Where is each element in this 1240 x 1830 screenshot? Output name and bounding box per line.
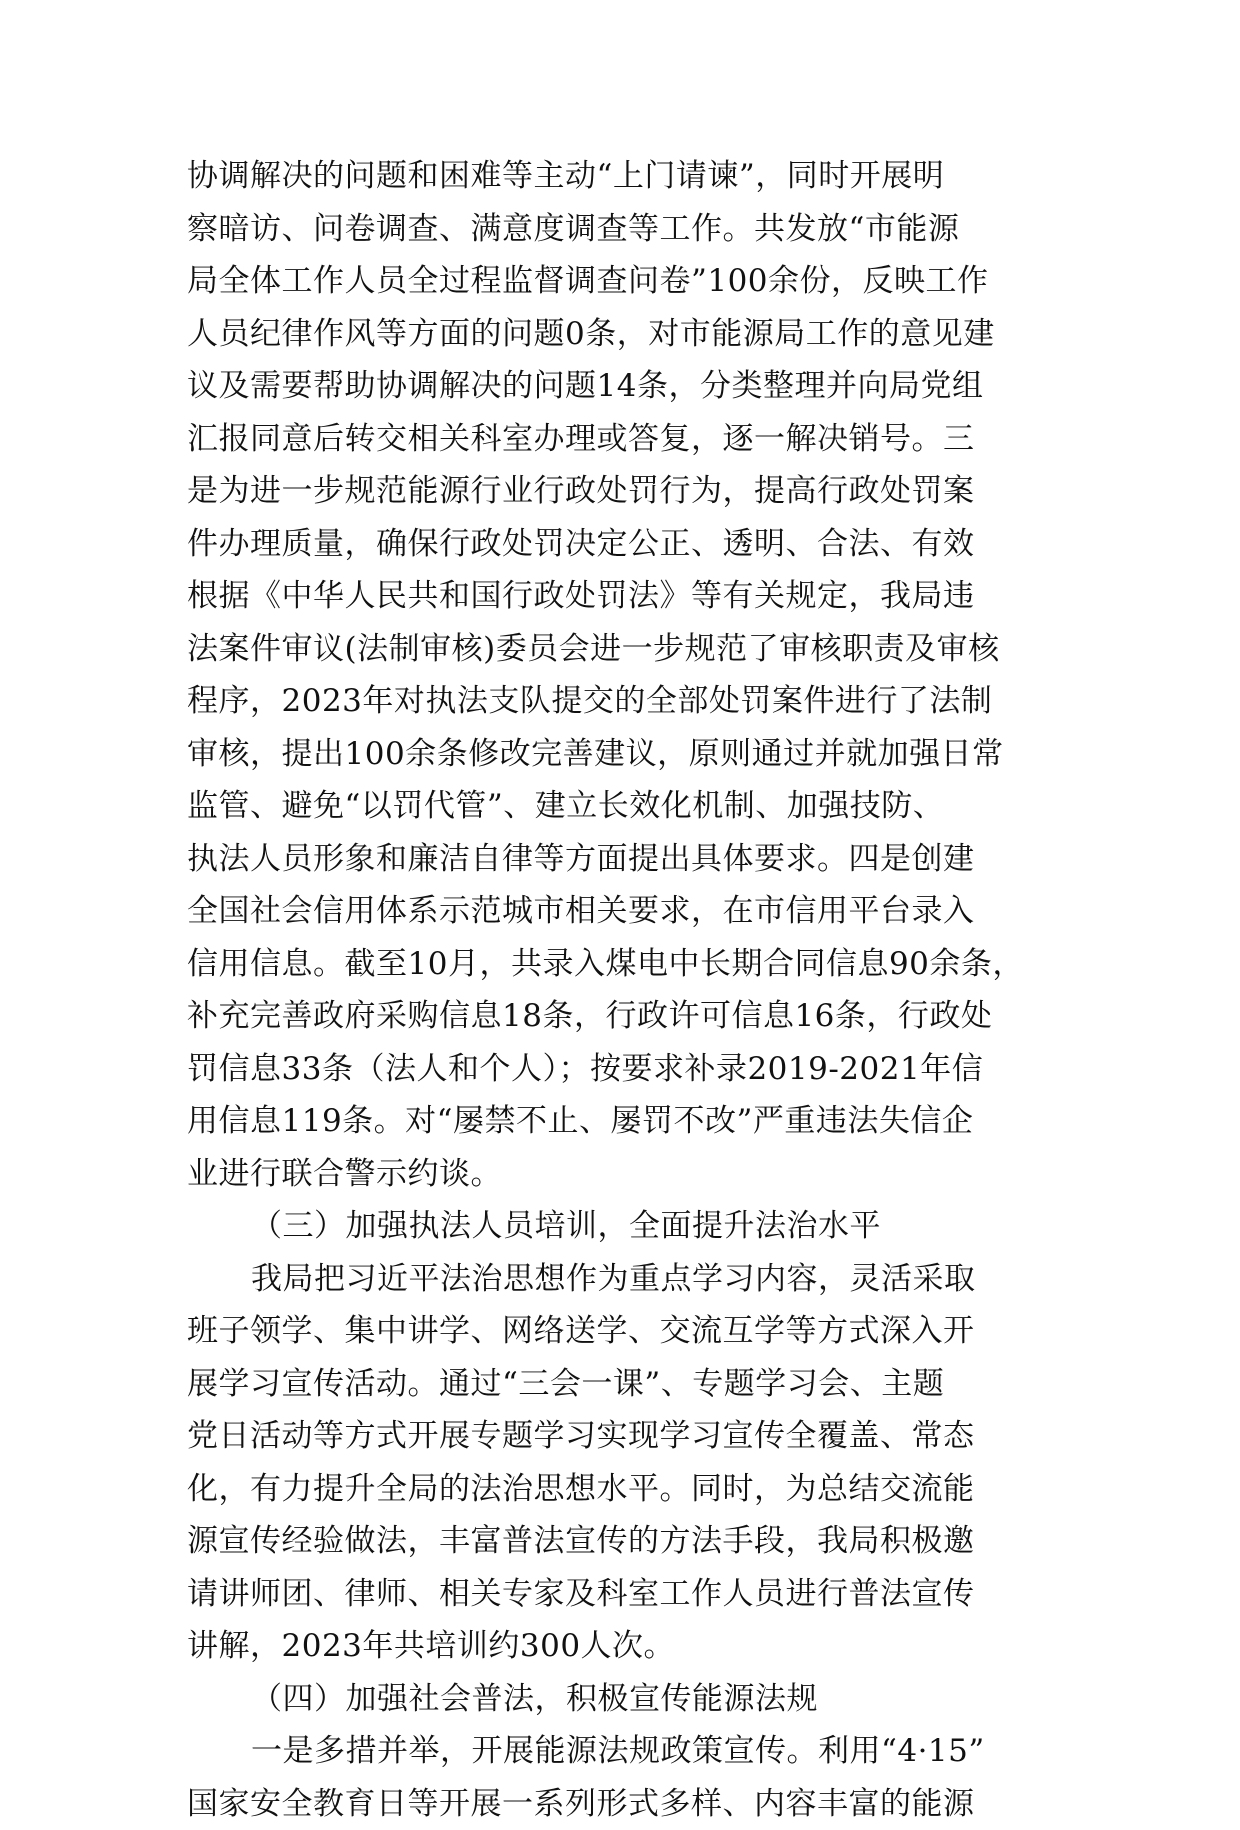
section-heading: （三）加强执法人员培训，全面提升法治水平 bbox=[187, 1200, 1067, 1253]
paragraph-line: 件办理质量，确保行政处罚决定公正、透明、合法、有效 bbox=[187, 518, 1067, 571]
paragraph-line: 请讲师团、律师、相关专家及科室工作人员进行普法宣传 bbox=[187, 1568, 1067, 1621]
paragraph-line: 监管、避免“以罚代管”、建立长效化机制、加强技防、 bbox=[187, 780, 1067, 833]
body-text bbox=[187, 150, 1067, 1830]
paragraph-line: 程序，2023年对执法支队提交的全部处罚案件进行了法制 bbox=[187, 675, 1067, 728]
paragraph-line: 源宣传经验做法，丰富普法宣传的方法手段，我局积极邀 bbox=[187, 1515, 1067, 1568]
paragraph-line: 是为进一步规范能源行业行政处罚行为，提高行政处罚案 bbox=[187, 465, 1067, 518]
paragraph-line: 班子领学、集中讲学、网络送学、交流互学等方式深入开 bbox=[187, 1305, 1067, 1358]
paragraph-line: 国家安全教育日等开展一系列形式多样、内容丰富的能源 bbox=[187, 1778, 1067, 1830]
paragraph-line: 党日活动等方式开展专题学习实现学习宣传全覆盖、常态 bbox=[187, 1410, 1067, 1463]
paragraph-line: 根据《中华人民共和国行政处罚法》等有关规定，我局违 bbox=[187, 570, 1067, 623]
paragraph-line: 信用信息。截至10月，共录入煤电中长期合同信息90余条， bbox=[187, 938, 1067, 991]
paragraph-line: 局全体工作人员全过程监督调查问卷”100余份，反映工作 bbox=[187, 255, 1067, 308]
paragraph-line: 议及需要帮助协调解决的问题14条，分类整理并向局党组 bbox=[187, 360, 1067, 413]
paragraph-line: 用信息119条。对“屡禁不止、屡罚不改”严重违法失信企 bbox=[187, 1095, 1067, 1148]
paragraph-line: 协调解决的问题和困难等主动“上门请谏”，同时开展明 bbox=[187, 150, 1067, 203]
paragraph-line: 讲解，2023年共培训约300人次。 bbox=[187, 1620, 1067, 1673]
section-heading: （四）加强社会普法，积极宣传能源法规 bbox=[187, 1673, 1067, 1726]
paragraph-line: 执法人员形象和廉洁自律等方面提出具体要求。四是创建 bbox=[187, 833, 1067, 886]
paragraph-line: 展学习宣传活动。通过“三会一课”、专题学习会、主题 bbox=[187, 1358, 1067, 1411]
paragraph-line: 一是多措并举，开展能源法规政策宣传。利用“4·15” bbox=[187, 1725, 1067, 1778]
paragraph-line: 罚信息33条（法人和个人）；按要求补录2019-2021年信 bbox=[187, 1043, 1067, 1096]
paragraph-line: 补充完善政府采购信息18条，行政许可信息16条，行政处 bbox=[187, 990, 1067, 1043]
paragraph-line: 全国社会信用体系示范城市相关要求，在市信用平台录入 bbox=[187, 885, 1067, 938]
paragraph-line: 察暗访、问卷调查、满意度调查等工作。共发放“市能源 bbox=[187, 203, 1067, 256]
paragraph-line: 化，有力提升全局的法治思想水平。同时，为总结交流能 bbox=[187, 1463, 1067, 1516]
paragraph-line: 我局把习近平法治思想作为重点学习内容，灵活采取 bbox=[187, 1253, 1067, 1306]
paragraph-line: 审核，提出100余条修改完善建议，原则通过并就加强日常 bbox=[187, 728, 1067, 781]
paragraph-line: 法案件审议(法制审核)委员会进一步规范了审核职责及审核 bbox=[187, 623, 1067, 676]
paragraph-line: 业进行联合警示约谈。 bbox=[187, 1148, 1067, 1201]
paragraph-line: 汇报同意后转交相关科室办理或答复，逐一解决销号。三 bbox=[187, 413, 1067, 466]
paragraph-line: 人员纪律作风等方面的问题0条，对市能源局工作的意见建 bbox=[187, 308, 1067, 361]
